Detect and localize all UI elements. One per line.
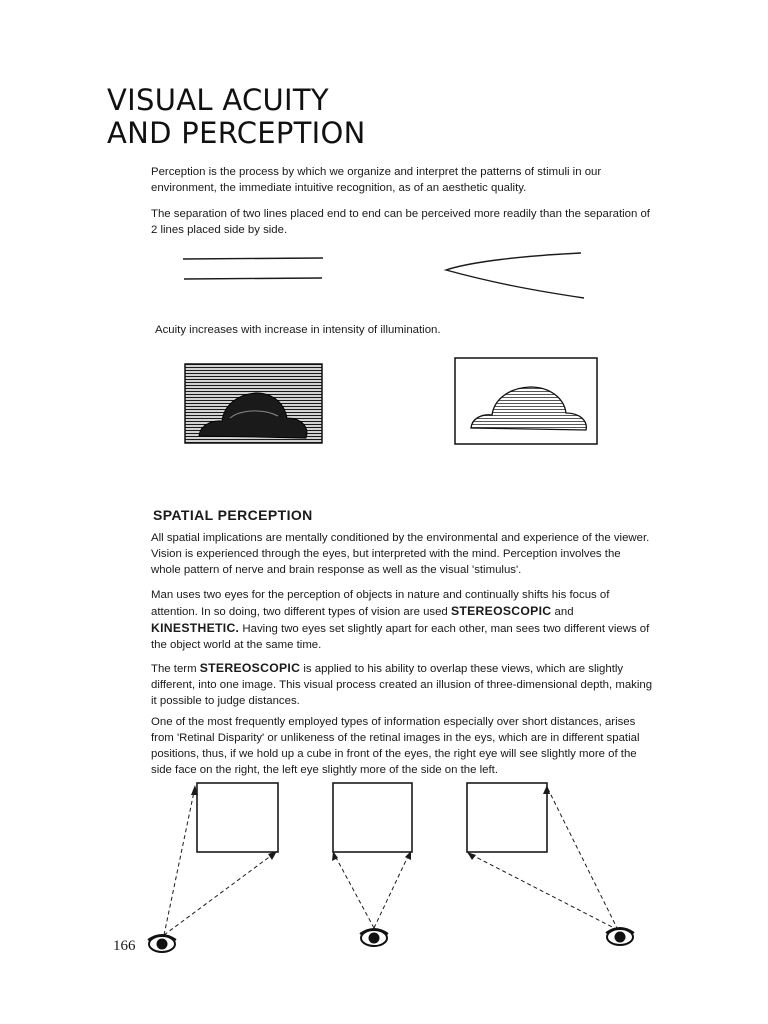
page-title-line-2: AND PERCEPTION (107, 116, 366, 150)
page-title-line-1: VISUAL ACUITY (107, 83, 329, 117)
page-number: 166 (113, 938, 136, 954)
end-to-end-lines (446, 253, 584, 298)
stereoscopic-term-2: STEREOSCOPIC (199, 661, 301, 675)
side-by-side-line-bottom (184, 278, 322, 279)
right-eye-icon (606, 928, 634, 945)
spatial-paragraph-1: All spatial implications are mentally conditioned by the environmental and experience of the viewer. Vision is experienced through the eyes, but interpreted with the mind. Perception involves the whole pattern of nerve and brain response as well as the visual 'stimulus'. (151, 532, 650, 576)
spatial-paragraph-2: Man uses two eyes for the perception of objects in nature and continually shifts his focus of attention. In so doing, two different types of vision are used STEREOSCOPIC and KINESTHETIC. Having two eyes set slightly apart for each other, man sees two different views of the object world at the same time. (151, 589, 650, 651)
separation-paragraph: The separation of two lines placed end to end can be perceived more readily than the separation of 2 lines placed side by side. (151, 208, 650, 236)
left-eye-icon (148, 935, 176, 952)
left-view-square (197, 783, 278, 852)
dim-illumination-box (185, 364, 322, 443)
spatial-paragraph-4: One of the most frequently employed types of information especially over short distances, arises from 'Retinal Disparity' or unlikeness of the retinal images in the eys, which are in different spatial positions, thus, if we hold up a cube in front of the eyes, the right eye will see slightly more of the side face on the right, the left eye slightly more of the side on the left. (151, 716, 640, 776)
center-view-square (333, 783, 412, 852)
side-by-side-line-top (183, 258, 323, 259)
bright-illumination-box (455, 358, 597, 444)
kinesthetic-term: KINESTHETIC. (151, 621, 240, 635)
illumination-caption: Acuity increases with increase in intensity of illumination. (155, 324, 441, 336)
spatial-paragraph-3: The term STEREOSCOPIC is applied to his ability to overlap these views, which are slightly different, into one image. This visual process created an illusion of three-dimensional depth, making it possible to judge distances. (151, 661, 653, 707)
section-heading: SPATIAL PERCEPTION (153, 507, 313, 523)
intro-paragraph: Perception is the process by which we organize and interpret the patterns of stimuli in our environment, the immediate intuitive recognition, as of an aesthetic quality. (151, 166, 602, 194)
center-eye-icon (360, 929, 388, 946)
right-view-square (467, 783, 547, 852)
stereoscopic-term: STEREOSCOPIC (450, 604, 552, 618)
page-title (107, 84, 366, 150)
